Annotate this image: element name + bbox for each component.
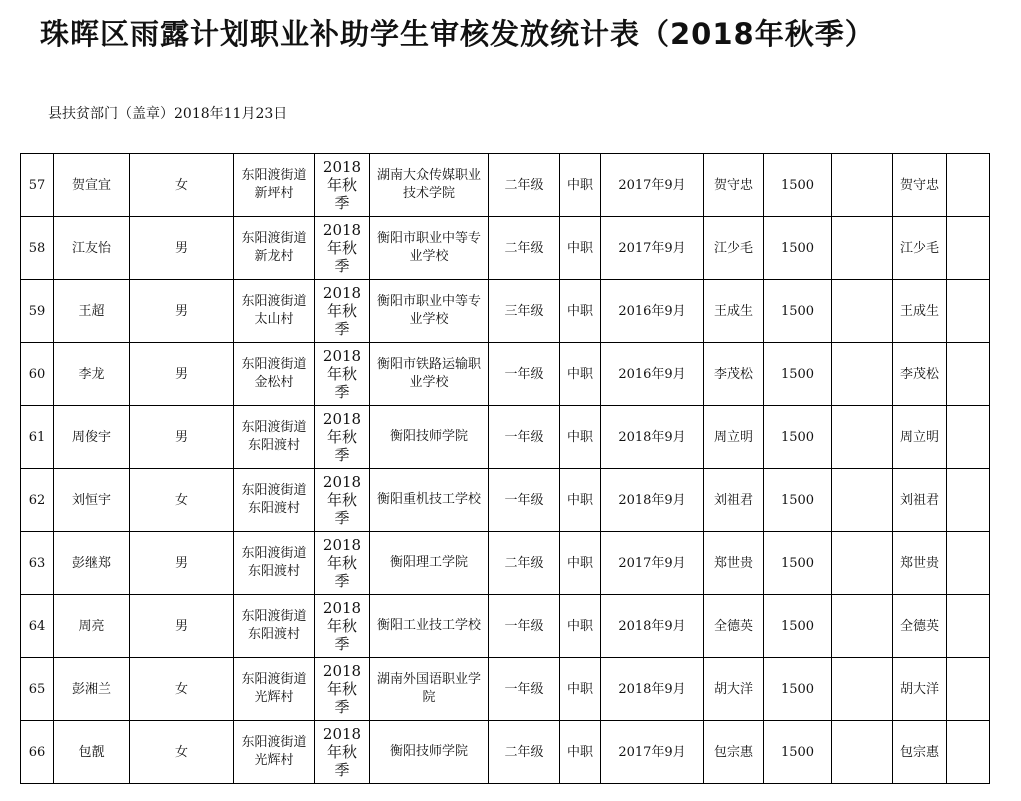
education-level: 中职 — [560, 469, 601, 532]
extra-cell — [947, 406, 990, 469]
student-name: 周亮 — [54, 595, 130, 658]
education-level: 中职 — [560, 595, 601, 658]
subsidy-season: 2018年秋季 — [315, 532, 370, 595]
remark-cell — [832, 532, 893, 595]
remark-cell — [832, 595, 893, 658]
subsidy-season: 2018年秋季 — [315, 154, 370, 217]
student-name: 刘恒宇 — [54, 469, 130, 532]
student-name: 包靓 — [54, 721, 130, 784]
signature: 胡大洋 — [893, 658, 947, 721]
grade: 一年级 — [489, 343, 560, 406]
payee-name: 周立明 — [704, 406, 764, 469]
table-row — [21, 658, 990, 721]
grade: 二年级 — [489, 154, 560, 217]
student-name: 王超 — [54, 280, 130, 343]
education-level: 中职 — [560, 154, 601, 217]
education-level: 中职 — [560, 280, 601, 343]
student-gender: 男 — [130, 595, 234, 658]
school-name: 湖南大众传媒职业技术学院 — [370, 154, 489, 217]
signature: 包宗惠 — [893, 721, 947, 784]
table-body — [21, 154, 990, 784]
payee-name: 胡大洋 — [704, 658, 764, 721]
extra-cell — [947, 469, 990, 532]
table-row — [21, 532, 990, 595]
student-gender: 男 — [130, 406, 234, 469]
signature: 王成生 — [893, 280, 947, 343]
school-name: 衡阳重机技工学校 — [370, 469, 489, 532]
row-number: 57 — [21, 154, 54, 217]
row-number: 60 — [21, 343, 54, 406]
subsidy-amount: 1500 — [764, 406, 832, 469]
remark-cell — [832, 280, 893, 343]
remark-cell — [832, 343, 893, 406]
extra-cell — [947, 280, 990, 343]
row-number: 59 — [21, 280, 54, 343]
extra-cell — [947, 343, 990, 406]
student-gender: 男 — [130, 343, 234, 406]
school-name: 衡阳技师学院 — [370, 406, 489, 469]
subsidy-amount: 1500 — [764, 343, 832, 406]
payee-name: 王成生 — [704, 280, 764, 343]
student-name: 李龙 — [54, 343, 130, 406]
signature: 郑世贵 — [893, 532, 947, 595]
grade: 三年级 — [489, 280, 560, 343]
table-row — [21, 280, 990, 343]
grade: 二年级 — [489, 532, 560, 595]
remark-cell — [832, 469, 893, 532]
student-gender: 男 — [130, 280, 234, 343]
table-row — [21, 595, 990, 658]
payee-name: 郑世贵 — [704, 532, 764, 595]
grade: 一年级 — [489, 406, 560, 469]
home-address: 东阳渡街道新龙村 — [234, 217, 315, 280]
education-level: 中职 — [560, 406, 601, 469]
grade: 一年级 — [489, 469, 560, 532]
signature: 贺守忠 — [893, 154, 947, 217]
student-gender: 女 — [130, 658, 234, 721]
grade: 一年级 — [489, 658, 560, 721]
table-row — [21, 721, 990, 784]
extra-cell — [947, 595, 990, 658]
enrollment-date: 2018年9月 — [601, 658, 704, 721]
subsidy-season: 2018年秋季 — [315, 595, 370, 658]
home-address: 东阳渡街道新坪村 — [234, 154, 315, 217]
school-name: 湖南外国语职业学院 — [370, 658, 489, 721]
remark-cell — [832, 154, 893, 217]
table-row — [21, 406, 990, 469]
home-address: 东阳渡街道东阳渡村 — [234, 406, 315, 469]
subsidy-amount: 1500 — [764, 721, 832, 784]
subsidy-season: 2018年秋季 — [315, 280, 370, 343]
extra-cell — [947, 721, 990, 784]
subsidy-season: 2018年秋季 — [315, 469, 370, 532]
education-level: 中职 — [560, 658, 601, 721]
subsidy-amount: 1500 — [764, 595, 832, 658]
row-number: 63 — [21, 532, 54, 595]
student-gender: 女 — [130, 154, 234, 217]
home-address: 东阳渡街道金松村 — [234, 343, 315, 406]
enrollment-date: 2017年9月 — [601, 532, 704, 595]
signature: 刘祖君 — [893, 469, 947, 532]
enrollment-date: 2016年9月 — [601, 343, 704, 406]
subsidy-season: 2018年秋季 — [315, 217, 370, 280]
row-number: 58 — [21, 217, 54, 280]
signature: 李茂松 — [893, 343, 947, 406]
signature: 全德英 — [893, 595, 947, 658]
row-number: 62 — [21, 469, 54, 532]
student-subsidy-table — [20, 153, 990, 784]
remark-cell — [832, 721, 893, 784]
remark-cell — [832, 658, 893, 721]
payee-name: 贺守忠 — [704, 154, 764, 217]
table-row — [21, 343, 990, 406]
home-address: 东阳渡街道光辉村 — [234, 658, 315, 721]
grade: 一年级 — [489, 595, 560, 658]
enrollment-date: 2017年9月 — [601, 721, 704, 784]
department-stamp-date: 县扶贫部门（盖章）2018年11月23日 — [48, 106, 288, 122]
page-title: 珠晖区雨露计划职业补助学生审核发放统计表（2018年秋季） — [40, 17, 875, 51]
student-name: 彭继郑 — [54, 532, 130, 595]
signature: 江少毛 — [893, 217, 947, 280]
grade: 二年级 — [489, 721, 560, 784]
school-name: 衡阳市铁路运输职业学校 — [370, 343, 489, 406]
student-name: 周俊宇 — [54, 406, 130, 469]
remark-cell — [832, 217, 893, 280]
subsidy-amount: 1500 — [764, 280, 832, 343]
payee-name: 刘祖君 — [704, 469, 764, 532]
education-level: 中职 — [560, 532, 601, 595]
enrollment-date: 2017年9月 — [601, 154, 704, 217]
signature: 周立明 — [893, 406, 947, 469]
row-number: 61 — [21, 406, 54, 469]
student-name: 江友怡 — [54, 217, 130, 280]
subsidy-season: 2018年秋季 — [315, 721, 370, 784]
education-level: 中职 — [560, 343, 601, 406]
home-address: 东阳渡街道太山村 — [234, 280, 315, 343]
student-gender: 男 — [130, 532, 234, 595]
home-address: 东阳渡街道东阳渡村 — [234, 532, 315, 595]
education-level: 中职 — [560, 721, 601, 784]
home-address: 东阳渡街道东阳渡村 — [234, 595, 315, 658]
subsidy-season: 2018年秋季 — [315, 343, 370, 406]
payee-name: 李茂松 — [704, 343, 764, 406]
row-number: 66 — [21, 721, 54, 784]
extra-cell — [947, 532, 990, 595]
home-address: 东阳渡街道东阳渡村 — [234, 469, 315, 532]
payee-name: 包宗惠 — [704, 721, 764, 784]
school-name: 衡阳理工学院 — [370, 532, 489, 595]
enrollment-date: 2018年9月 — [601, 469, 704, 532]
subsidy-amount: 1500 — [764, 154, 832, 217]
grade: 二年级 — [489, 217, 560, 280]
table-row — [21, 154, 990, 217]
school-name: 衡阳技师学院 — [370, 721, 489, 784]
subsidy-amount: 1500 — [764, 469, 832, 532]
payee-name: 江少毛 — [704, 217, 764, 280]
home-address: 东阳渡街道光辉村 — [234, 721, 315, 784]
enrollment-date: 2017年9月 — [601, 217, 704, 280]
enrollment-date: 2016年9月 — [601, 280, 704, 343]
table-row — [21, 217, 990, 280]
student-name: 贺宣宜 — [54, 154, 130, 217]
student-gender: 女 — [130, 721, 234, 784]
subsidy-season: 2018年秋季 — [315, 658, 370, 721]
remark-cell — [832, 406, 893, 469]
enrollment-date: 2018年9月 — [601, 406, 704, 469]
student-gender: 女 — [130, 469, 234, 532]
school-name: 衡阳市职业中等专业学校 — [370, 280, 489, 343]
school-name: 衡阳市职业中等专业学校 — [370, 217, 489, 280]
payee-name: 全德英 — [704, 595, 764, 658]
school-name: 衡阳工业技工学校 — [370, 595, 489, 658]
subsidy-amount: 1500 — [764, 532, 832, 595]
extra-cell — [947, 217, 990, 280]
student-gender: 男 — [130, 217, 234, 280]
table-row — [21, 469, 990, 532]
extra-cell — [947, 154, 990, 217]
subsidy-amount: 1500 — [764, 658, 832, 721]
row-number: 65 — [21, 658, 54, 721]
education-level: 中职 — [560, 217, 601, 280]
subsidy-amount: 1500 — [764, 217, 832, 280]
enrollment-date: 2018年9月 — [601, 595, 704, 658]
subsidy-season: 2018年秋季 — [315, 406, 370, 469]
extra-cell — [947, 658, 990, 721]
row-number: 64 — [21, 595, 54, 658]
student-name: 彭湘兰 — [54, 658, 130, 721]
